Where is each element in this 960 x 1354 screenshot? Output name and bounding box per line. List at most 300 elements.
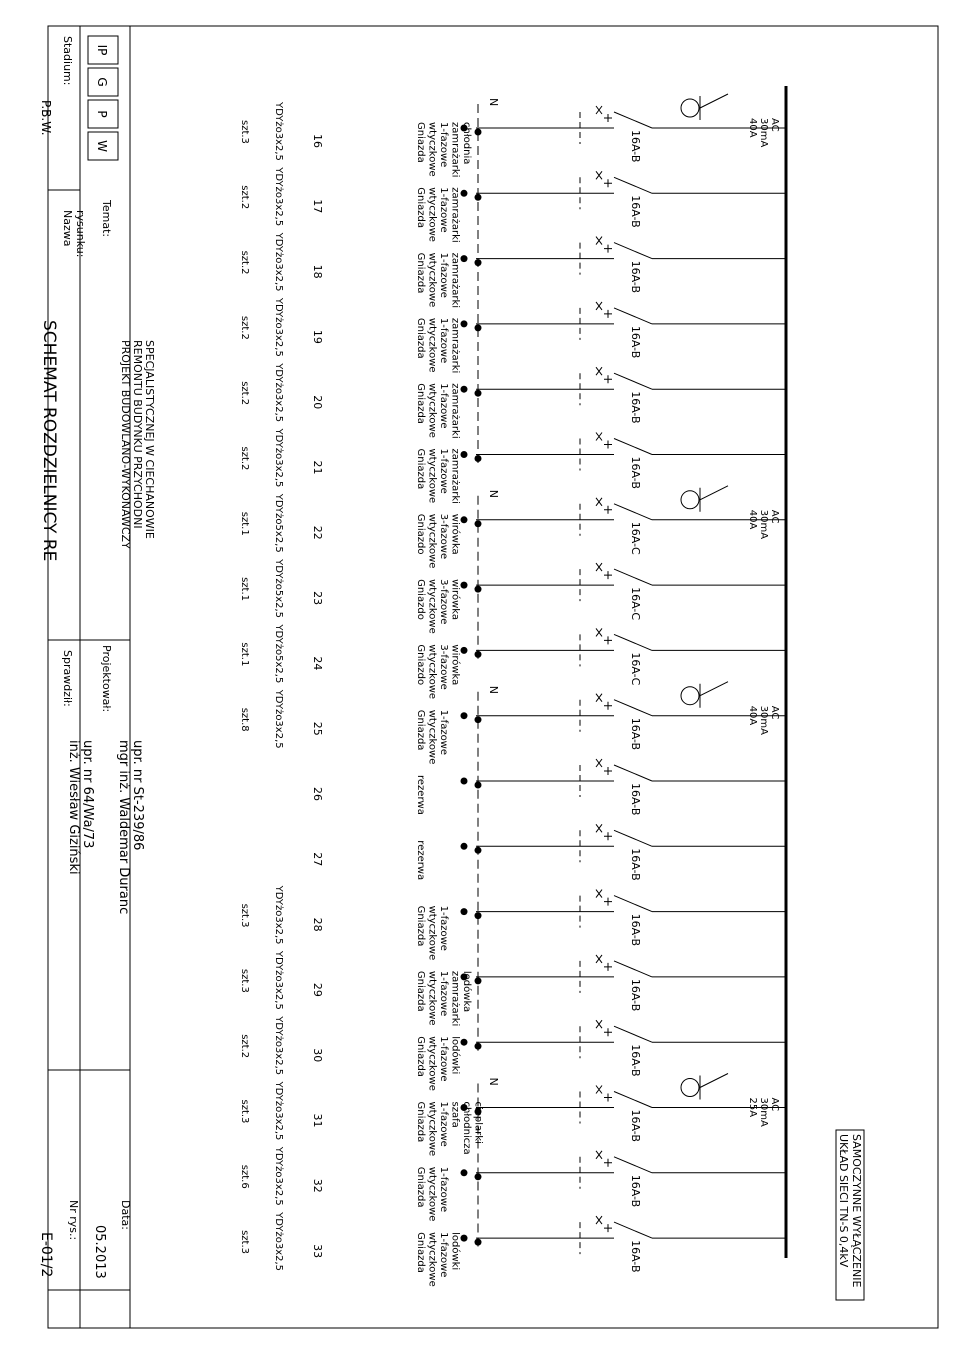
- breaker-label-group: [629, 1175, 642, 1207]
- cable-group: [273, 1081, 284, 1141]
- breaker-blade: [614, 504, 652, 520]
- projektowal-line-2: upr. nr St-239/86: [130, 740, 145, 851]
- circuit-number-group: [311, 526, 324, 540]
- desc-line: Gniazdo: [415, 579, 426, 620]
- desc-line: wtyczkowe: [426, 252, 438, 308]
- breaker-label: 16A-B: [629, 1044, 642, 1077]
- breaker-cross: [596, 1086, 602, 1094]
- drawing-name: SCHEMAT ROZDZIELNICY RE: [39, 320, 59, 562]
- breaker-trip-mark: [604, 898, 612, 906]
- desc-line: 1-fazowe: [438, 448, 449, 494]
- desc-line: wtyczkowe: [426, 1101, 438, 1157]
- circuit-22: [239, 493, 786, 569]
- circuit-number: 32: [311, 1178, 324, 1193]
- breaker-label: 16A-B: [629, 195, 642, 228]
- desc-line: wtyczkowe: [426, 1166, 438, 1222]
- circuit-number: 30: [311, 1048, 324, 1063]
- breaker-cross: [596, 433, 602, 441]
- rcd-rating: 40A: [747, 705, 758, 726]
- breaker-label-group: [629, 848, 642, 880]
- temat-line-2: REMONTU BUDYNKU PRZYCHODNI: [131, 340, 144, 529]
- circuit-number-group: [311, 265, 324, 279]
- cable-group: [273, 166, 284, 226]
- breaker-cross: [596, 1151, 602, 1159]
- sprawdzil-text: [66, 740, 95, 875]
- temat-line-3: SPECJALISTYCZNEJ W CIECHANOWIE: [143, 340, 156, 539]
- cable-label: YDYżo3x2,5: [273, 885, 284, 945]
- breaker-cross: [596, 498, 602, 506]
- breaker-cross: [596, 1020, 602, 1028]
- temat-line-1: PROJEKT BUDOWLANO-WYKONAWCZY: [119, 340, 132, 549]
- terminal-dot: [461, 255, 468, 262]
- breaker-trip-mark: [604, 506, 612, 514]
- nr-rys-value: E-01/2: [38, 1232, 54, 1278]
- data-value: 05.2013: [92, 1225, 107, 1279]
- rcd-contact: [700, 486, 728, 500]
- pe-dot: [475, 1239, 482, 1246]
- qty-label: szt.3: [239, 968, 250, 993]
- breaker-trip-mark: [604, 963, 612, 971]
- desc-group: [415, 253, 461, 308]
- rcd-sens: 30mA: [758, 705, 769, 736]
- circuit-number-group: [311, 1244, 324, 1258]
- cable-label: YDYżo3x2,5: [273, 1212, 284, 1272]
- breaker-trip-mark: [604, 114, 612, 122]
- logo-letter-w: W: [95, 140, 109, 152]
- breaker-blade: [614, 634, 652, 650]
- nazwa-label-line1: Nazwa: [61, 210, 74, 247]
- breaker-blade: [614, 177, 652, 193]
- projektowal-line-1: mgr inż. Waldemar Duranc: [116, 740, 131, 915]
- rcd-contact: [700, 1074, 728, 1088]
- circuit-number: 20: [311, 395, 324, 410]
- desc-line: wtyczkowe: [426, 122, 438, 177]
- qty-label: szt.2: [239, 250, 250, 275]
- terminal-dot: [461, 1169, 468, 1176]
- breaker-trip-mark: [604, 571, 612, 579]
- rcd-group-3: [478, 682, 780, 1052]
- qty-group: [239, 381, 250, 405]
- desc-line: rezerwa: [415, 840, 426, 881]
- breaker-label-group: [629, 652, 642, 685]
- cable-label: YDYżo3x2,5: [273, 102, 284, 161]
- desc-line: 1-fazowe: [438, 905, 449, 951]
- breaker-blade: [614, 439, 652, 455]
- title-block: [38, 26, 156, 1328]
- circuit-27: [311, 824, 786, 880]
- circuit-number-group: [311, 1179, 324, 1193]
- terminal-dot: [461, 778, 468, 785]
- circuit-32: [239, 1146, 786, 1222]
- breaker-label: 16A-C: [629, 521, 642, 555]
- desc-line: 1-fazowe: [438, 383, 449, 429]
- desc-line: zamrażarki: [449, 187, 461, 243]
- tns-note-line2: UKŁAD SIECI TN-S 0,4kV: [837, 1134, 850, 1268]
- breaker-label-group: [629, 1110, 642, 1142]
- circuit-number-group: [311, 918, 324, 932]
- desc-line: Gniazda: [415, 1166, 426, 1208]
- breaker-trip-mark: [604, 310, 612, 318]
- temat-text: [119, 340, 156, 549]
- rcd-symbol: [681, 491, 699, 509]
- temat-label-group: [100, 199, 113, 237]
- neutral-label: N: [487, 98, 500, 107]
- circuit-18: [239, 232, 786, 308]
- circuit-28: [239, 885, 786, 961]
- breaker-label-group: [629, 261, 642, 293]
- desc-line: 1-fazowe: [438, 1101, 449, 1147]
- breaker-label: 16A-C: [629, 652, 642, 686]
- qty-group: [239, 512, 250, 536]
- cable-label: YDYżo3x2,5: [273, 232, 284, 292]
- desc-line: wtyczkowe: [426, 709, 438, 765]
- pe-dot: [475, 977, 482, 984]
- terminal-dot: [461, 908, 468, 915]
- cable-group: [273, 101, 284, 161]
- sprawdzil-line-2: upr. nr 64/Wa/73: [80, 740, 95, 849]
- rcd-rating: 40A: [747, 118, 758, 138]
- circuit-number: 26: [311, 787, 324, 801]
- sprawdzil-line-1: inż. Wiesław Giziński: [66, 740, 81, 875]
- desc-line: cieplarki: [472, 1101, 484, 1144]
- circuit-30: [239, 1015, 786, 1091]
- desc-group: [415, 775, 426, 815]
- qty-group: [239, 904, 250, 928]
- cable-label: YDYżo3x2,5: [273, 297, 284, 357]
- breaker-cross: [596, 302, 602, 310]
- breaker-cross: [596, 824, 602, 832]
- qty-label: szt.2: [239, 446, 250, 471]
- sprawdzil-label: Sprawdził:: [61, 650, 74, 707]
- stadium-value: P.B.W.: [39, 100, 53, 136]
- breaker-label: 16A-B: [629, 391, 642, 424]
- circuit-number: 17: [311, 199, 324, 214]
- cable-group: [273, 689, 284, 749]
- pe-dot: [475, 716, 482, 723]
- pe-dot: [475, 782, 482, 789]
- breaker-label: 16A-B: [629, 1240, 642, 1273]
- breaker-cross: [596, 759, 602, 767]
- desc-line: rezerwa: [415, 775, 426, 815]
- desc-line: wtyczkowe: [426, 187, 438, 242]
- pe-dot: [475, 1043, 482, 1050]
- circuit-number-group: [311, 330, 324, 344]
- circuit-number-group: [311, 461, 324, 475]
- breaker-label: 16A-B: [629, 913, 642, 947]
- sheet-frame: [48, 26, 938, 1328]
- desc-line: szafa: [449, 1101, 461, 1128]
- circuit-16: [239, 101, 786, 177]
- desc-line: 1-fazowe: [438, 1232, 449, 1278]
- terminal-dot: [461, 712, 468, 719]
- pe-dot: [475, 455, 482, 462]
- desc-line: 3-fazowe: [438, 644, 449, 690]
- breaker-blade: [614, 308, 652, 324]
- qty-group: [239, 1100, 250, 1124]
- desc-line: wirówka: [449, 513, 461, 555]
- breaker-blade: [614, 243, 652, 259]
- breaker-cross: [596, 628, 602, 636]
- pe-dot: [475, 847, 482, 854]
- breaker-cross: [596, 106, 602, 114]
- desc-group: [415, 1036, 462, 1091]
- rcd-group-1: [478, 94, 780, 465]
- breaker-cross: [596, 171, 602, 179]
- desc-line: zamrażarki: [449, 252, 461, 309]
- qty-group: [239, 1165, 250, 1189]
- qty-label: szt.1: [239, 577, 250, 602]
- desc-group: [415, 383, 461, 438]
- rcd-group-2: [478, 486, 780, 661]
- circuit-number-group: [311, 591, 324, 605]
- projektowal-text: [116, 740, 145, 914]
- rcd-symbol: [681, 99, 699, 117]
- circuit-23: [239, 558, 786, 634]
- logo-letter-g: G: [95, 77, 109, 87]
- qty-label: szt.2: [239, 1034, 250, 1059]
- desc-group: [415, 449, 461, 504]
- desc-line: 1-fazowe: [438, 709, 449, 756]
- rcd-symbol: [681, 1079, 699, 1097]
- cable-group: [273, 950, 284, 1010]
- pe-dot: [475, 912, 482, 919]
- temat-label: Temat:: [100, 200, 113, 238]
- pe-dot: [475, 194, 482, 201]
- desc-line: Gniazda: [415, 383, 426, 424]
- terminal-dot: [461, 386, 468, 393]
- desc-line: wtyczkowe: [426, 579, 438, 634]
- desc-line: Gniazda: [415, 970, 426, 1012]
- breaker-cross: [596, 237, 602, 245]
- circuit-number-group: [311, 1048, 324, 1062]
- desc-line: wirówka: [449, 579, 461, 620]
- circuit-20: [239, 362, 786, 438]
- rcd-type: AC: [769, 118, 780, 132]
- cable-group: [273, 297, 284, 357]
- desc-line: Gniazda: [415, 1101, 426, 1143]
- desc-line: wtyczkowe: [426, 383, 438, 438]
- breaker-label-group: [629, 130, 642, 162]
- cable-label: YDYżo5x2,5: [273, 493, 284, 553]
- desc-line: Gniazda: [415, 252, 426, 294]
- rcd-label-group: [747, 510, 780, 539]
- breaker-blade: [614, 961, 652, 977]
- circuit-number: 25: [311, 721, 324, 736]
- cable-label: YDYżo3x2,5: [273, 1146, 284, 1206]
- desc-group: [415, 318, 461, 373]
- breaker-blade: [614, 830, 652, 846]
- breaker-trip-mark: [604, 767, 612, 775]
- nr-rys-label: Nr rys.:: [67, 1200, 80, 1241]
- circuit-31: [239, 1081, 786, 1157]
- cable-label: YDYżo3x2,5: [273, 167, 284, 227]
- terminal-dot: [461, 843, 468, 850]
- desc-line: lodówki: [449, 1036, 461, 1075]
- rcd-type: AC: [769, 705, 780, 720]
- breaker-label: 16A-C: [629, 587, 642, 621]
- circuit-number: 33: [311, 1244, 324, 1259]
- breaker-trip-mark: [604, 636, 612, 644]
- desc-group: [415, 579, 462, 634]
- breaker-label: 16A-B: [629, 1109, 642, 1142]
- breaker-cross: [596, 890, 602, 898]
- qty-label: szt.3: [239, 1230, 250, 1255]
- circuit-number-group: [311, 134, 324, 148]
- cable-label: YDYżo3x2,5: [273, 689, 284, 749]
- desc-line: Gniazda: [415, 1232, 426, 1273]
- pe-dot: [475, 586, 482, 593]
- logo-letter-ip: IP: [95, 44, 109, 56]
- desc-line: wtyczkowe: [426, 1036, 438, 1091]
- rcd-sens: 30mA: [758, 509, 769, 540]
- qty-group: [239, 185, 250, 209]
- breaker-cross: [596, 367, 602, 375]
- qty-label: szt.3: [239, 120, 250, 144]
- breaker-label-group: [629, 914, 642, 946]
- qty-group: [239, 577, 250, 601]
- desc-group: [415, 710, 449, 765]
- breaker-label-group: [629, 783, 642, 815]
- desc-group: [415, 187, 461, 242]
- rcd-label-group: [747, 118, 780, 147]
- desc-line: 1-fazowe: [438, 970, 449, 1017]
- breaker-trip-mark: [604, 1224, 612, 1232]
- breaker-label: 16A-B: [629, 978, 642, 1012]
- desc-line: zamrażarki: [449, 448, 461, 504]
- breaker-label: 16A-B: [629, 848, 642, 881]
- tns-note: [836, 1130, 864, 1300]
- breaker-trip-mark: [604, 1028, 612, 1036]
- qty-group: [239, 1034, 250, 1058]
- cable-group: [273, 558, 284, 618]
- circuit-17: [239, 166, 786, 242]
- breaker-blade: [614, 373, 652, 389]
- circuit-number-group: [311, 199, 324, 213]
- circuit-number-group: [311, 395, 324, 409]
- breaker-trip-mark: [604, 832, 612, 840]
- cable-label: YDYżo3x2,5: [273, 1016, 284, 1076]
- desc-line: wtyczkowe: [426, 317, 438, 373]
- desc-group: [415, 122, 472, 177]
- breaker-label: 16A-B: [629, 260, 642, 294]
- cable-group: [273, 885, 284, 945]
- desc-group: [415, 644, 462, 699]
- breaker-trip-mark: [604, 245, 612, 253]
- circuit-number: 29: [311, 982, 324, 997]
- breaker-label-group: [629, 326, 642, 358]
- neutral-label: N: [487, 685, 500, 694]
- rcd-group-4: [478, 1074, 780, 1249]
- breaker-trip-mark: [604, 375, 612, 383]
- breaker-cross: [596, 1216, 602, 1224]
- desc-line: 1-fazowe: [438, 1166, 449, 1213]
- desc-line: wtyczkowe: [426, 644, 438, 700]
- circuit-number-group: [311, 1114, 324, 1128]
- breaker-cross: [596, 563, 602, 571]
- breaker-cross: [596, 955, 602, 963]
- breaker-blade: [614, 112, 652, 128]
- circuit-number-group: [311, 852, 324, 866]
- terminal-dot: [461, 1235, 468, 1242]
- breaker-label: 16A-B: [629, 325, 642, 359]
- circuit-number-group: [311, 983, 324, 997]
- desc-line: lodówka: [461, 970, 472, 1013]
- rcd-rating: 40A: [747, 509, 758, 530]
- nazwa-label: [61, 210, 87, 257]
- logo: [88, 36, 118, 160]
- qty-label: szt.6: [239, 1164, 250, 1189]
- desc-line: Gniazdo: [415, 513, 426, 555]
- desc-line: zamrażarki: [449, 122, 461, 178]
- rcd-type: AC: [769, 1097, 780, 1112]
- desc-line: wtyczkowe: [426, 448, 438, 504]
- terminal-dot: [461, 647, 468, 654]
- qty-label: szt.2: [239, 315, 250, 340]
- desc-line: 1-fazowe: [438, 317, 449, 364]
- pe-dot: [475, 129, 482, 136]
- breaker-trip-mark: [604, 1094, 612, 1102]
- desc-line: Gniazda: [415, 905, 426, 947]
- stadium-label: Stadium:: [61, 36, 74, 86]
- breaker-label: 16A-B: [629, 717, 642, 751]
- cable-group: [273, 1015, 284, 1075]
- breaker-label-group: [629, 457, 642, 489]
- cable-label: YDYżo3x2,5: [273, 950, 284, 1010]
- rcd-n-group: [487, 490, 500, 498]
- terminal-dot: [461, 320, 468, 327]
- qty-group: [239, 316, 250, 340]
- breaker-blade: [614, 1157, 652, 1173]
- circuit-29: [239, 950, 786, 1026]
- desc-line: wtyczkowe: [426, 970, 438, 1026]
- circuit-number: 27: [311, 852, 324, 867]
- breaker-trip-mark: [604, 1159, 612, 1167]
- breaker-label-group: [629, 979, 642, 1011]
- circuit-24: [239, 623, 786, 699]
- desc-line: wtyczkowe: [426, 513, 438, 569]
- circuit-number-group: [311, 787, 324, 801]
- rcd-sens: 30mA: [758, 118, 769, 148]
- pe-dot: [475, 324, 482, 331]
- breaker-trip-mark: [604, 441, 612, 449]
- qty-label: szt.2: [239, 185, 250, 210]
- circuit-number: 21: [311, 460, 324, 475]
- breaker-label-group: [629, 1044, 642, 1076]
- nazwa-label-line2: rysunku:: [74, 210, 87, 258]
- circuit-number: 18: [311, 264, 324, 279]
- breaker-label-group: [629, 587, 642, 620]
- desc-group: [415, 1102, 484, 1157]
- desc-group: [415, 971, 473, 1026]
- tns-note-line1: SAMOCZYNNE WYŁĄCZENIE: [850, 1134, 863, 1288]
- desc-line: zamrażarki: [449, 317, 461, 374]
- qty-label: szt.3: [239, 1099, 250, 1124]
- cable-group: [273, 1211, 284, 1271]
- desc-line: 1-fazowe: [438, 122, 449, 168]
- desc-line: Gniazda: [415, 187, 426, 229]
- qty-group: [239, 1230, 250, 1254]
- breaker-blade: [614, 1026, 652, 1042]
- desc-line: 3-fazowe: [438, 579, 449, 625]
- desc-line: Gniazdo: [415, 644, 426, 686]
- cable-group: [273, 623, 284, 683]
- breaker-blade: [614, 700, 652, 716]
- desc-line: zamrażarki: [449, 970, 461, 1027]
- logo-letter-p: P: [95, 110, 109, 118]
- terminal-dot: [461, 1039, 468, 1046]
- qty-group: [239, 969, 250, 993]
- circuit-number: 22: [311, 525, 324, 540]
